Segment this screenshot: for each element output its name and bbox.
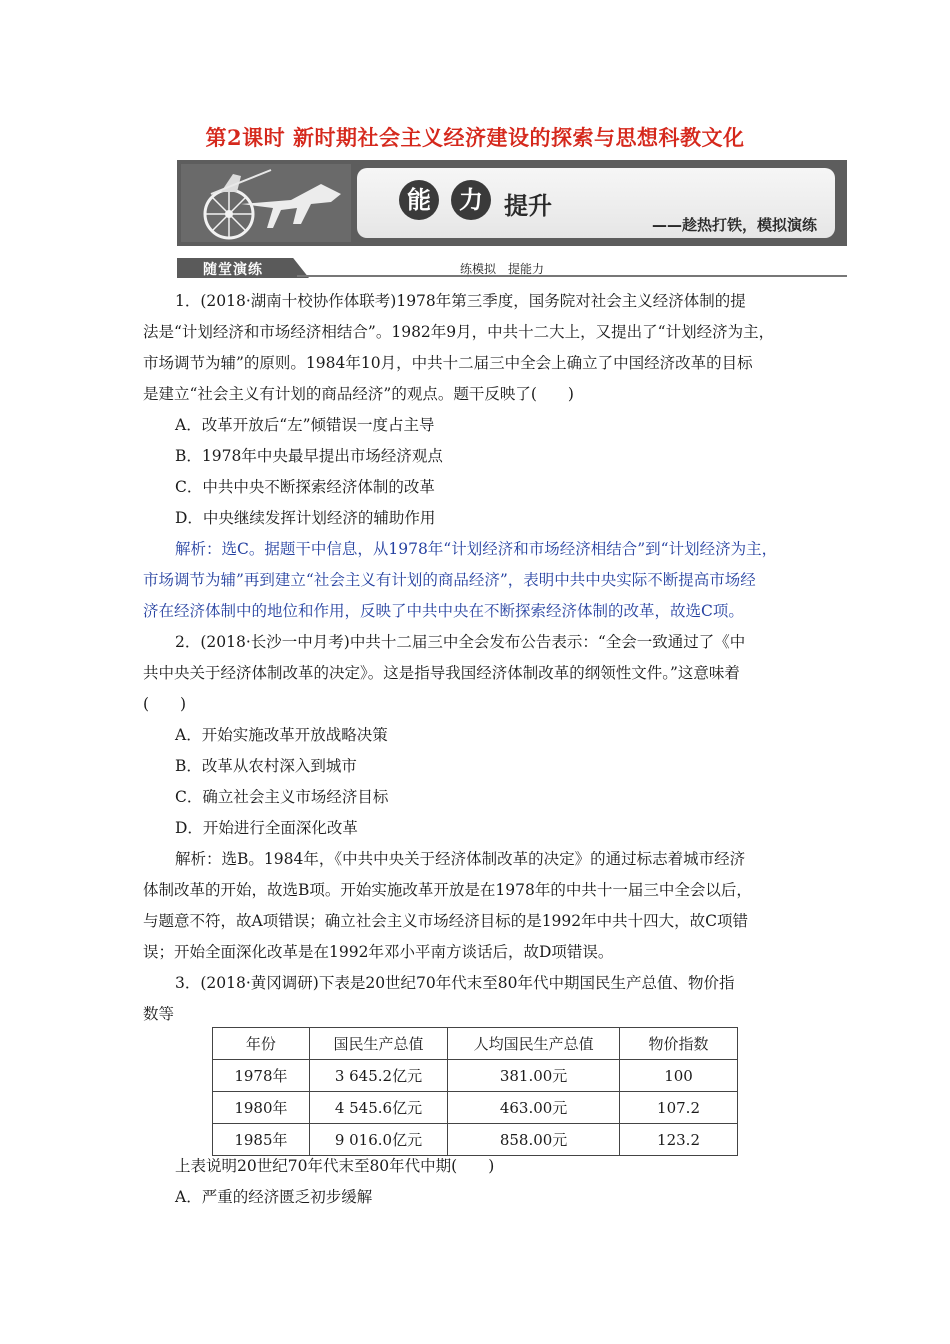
table-cell: 1978年 — [213, 1060, 310, 1092]
q1-analysis-line-2: 市场调节为辅”再到建立“社会主义有计划的商品经济”，表明中共中央实际不断提高市场经 — [143, 571, 756, 589]
chariot-illustration — [181, 164, 351, 242]
table-cell: 4 545.6亿元 — [309, 1092, 447, 1124]
q2-analysis-line-4: 误；开始全面深化改革是在1992年邓小平南方谈话后，故D项错误。 — [143, 943, 614, 961]
table-cell: 1985年 — [213, 1124, 310, 1156]
q1-option-a: A．改革开放后“左”倾错误一度占主导 — [175, 416, 435, 434]
q3-option-a: A．严重的经济匮乏初步缓解 — [175, 1188, 373, 1206]
table-cell: 381.00元 — [448, 1060, 620, 1092]
q3-stem-line-2: 数等 — [143, 1005, 175, 1023]
q2-option-d: D．开始进行全面深化改革 — [175, 819, 358, 837]
banner-word: 提升 — [504, 192, 552, 220]
table-header-row — [213, 1028, 738, 1060]
q1-stem-line-4: 是建立“社会主义有计划的商品经济”的观点。题干反映了( ) — [143, 385, 574, 403]
table-header-cell: 国民生产总值 — [309, 1028, 447, 1060]
q1-stem-line-1: 1．(2018·湖南十校协作体联考)1978年第三季度，国务院对社会主义经济体制的提 — [175, 292, 746, 310]
section-divider — [297, 275, 847, 277]
q3-after-table: 上表说明20世纪70年代末至80年代中期( ) — [175, 1157, 495, 1175]
table-row — [213, 1092, 738, 1124]
table-cell: 9 016.0亿元 — [309, 1124, 447, 1156]
q3-stem-line-1: 3．(2018·黄冈调研)下表是20世纪70年代末至80年代中期国民生产总值、物价指 — [175, 974, 735, 992]
q2-option-c: C．确立社会主义市场经济目标 — [175, 788, 389, 806]
section-header — [177, 258, 847, 278]
q1-option-c: C．中共中央不断探索经济体制的改革 — [175, 478, 435, 496]
table-cell: 858.00元 — [448, 1124, 620, 1156]
q2-stem-line-3: ( ) — [143, 695, 187, 713]
q1-option-d: D．中央继续发挥计划经济的辅助作用 — [175, 509, 436, 527]
table-cell: 100 — [620, 1060, 738, 1092]
section-right-label: 练模拟 提能力 — [460, 262, 545, 276]
section-banner — [177, 160, 847, 246]
table-cell: 463.00元 — [448, 1092, 620, 1124]
q2-analysis-line-2: 体制改革的开始，故选B项。开始实施改革开放是在1978年的中共十一届三中全会以后， — [143, 881, 752, 899]
q1-analysis-line-1: 解析：选C。据题干中信息，从1978年“计划经济和市场经济相结合”到“计划经济为主， — [175, 540, 778, 558]
q2-stem-line-2: 共中央关于经济体制改革的决定》。这是指导我国经济体制改革的纲领性文件。”这意味着 — [143, 664, 740, 682]
page-title: 第2课时 新时期社会主义经济建设的探索与思想科教文化 — [205, 125, 745, 150]
q1-option-b: B．1978年中央最早提出市场经济观点 — [175, 447, 443, 465]
table-header-cell: 物价指数 — [620, 1028, 738, 1060]
q1-stem-line-3: 市场调节为辅”的原则。1984年10月，中共十二届三中全会上确立了中国经济改革的目标 — [143, 354, 753, 372]
banner-char-1: 能 — [399, 180, 439, 220]
section-tab-label: 随堂演练 — [203, 262, 263, 278]
gnp-table — [212, 1027, 738, 1156]
table-cell: 107.2 — [620, 1092, 738, 1124]
q2-option-a: A．开始实施改革开放战略决策 — [175, 726, 388, 744]
table-cell: 123.2 — [620, 1124, 738, 1156]
q1-analysis-line-3: 济在经济体制中的地位和作用，反映了中共中央在不断探索经济体制的改革，故选C项。 — [143, 602, 744, 620]
table-cell: 3 645.2亿元 — [309, 1060, 447, 1092]
banner-subtitle: ——趁热打铁，模拟演练 — [651, 216, 817, 234]
table-header-cell: 年份 — [213, 1028, 310, 1060]
q2-analysis-line-3: 与题意不符，故A项错误；确立社会主义市场经济目标的是1992年中共十四大，故C项错 — [143, 912, 749, 930]
table-cell: 1980年 — [213, 1092, 310, 1124]
q2-analysis-line-1: 解析：选B。1984年，《中共中央关于经济体制改革的决定》的通过标志着城市经济 — [175, 850, 746, 868]
q1-stem-line-2: 法是“计划经济和市场经济相结合”。1982年9月，中共十二大上，又提出了“计划经济为主， — [143, 323, 775, 341]
table-header-cell: 人均国民生产总值 — [448, 1028, 620, 1060]
q2-stem-line-1: 2．(2018·长沙一中月考)中共十二届三中全会发布公告表示：“全会一致通过了《中 — [175, 633, 746, 651]
q2-option-b: B．改革从农村深入到城市 — [175, 757, 357, 775]
banner-char-2: 力 — [451, 180, 491, 220]
banner-panel — [357, 168, 835, 238]
table-row — [213, 1060, 738, 1092]
